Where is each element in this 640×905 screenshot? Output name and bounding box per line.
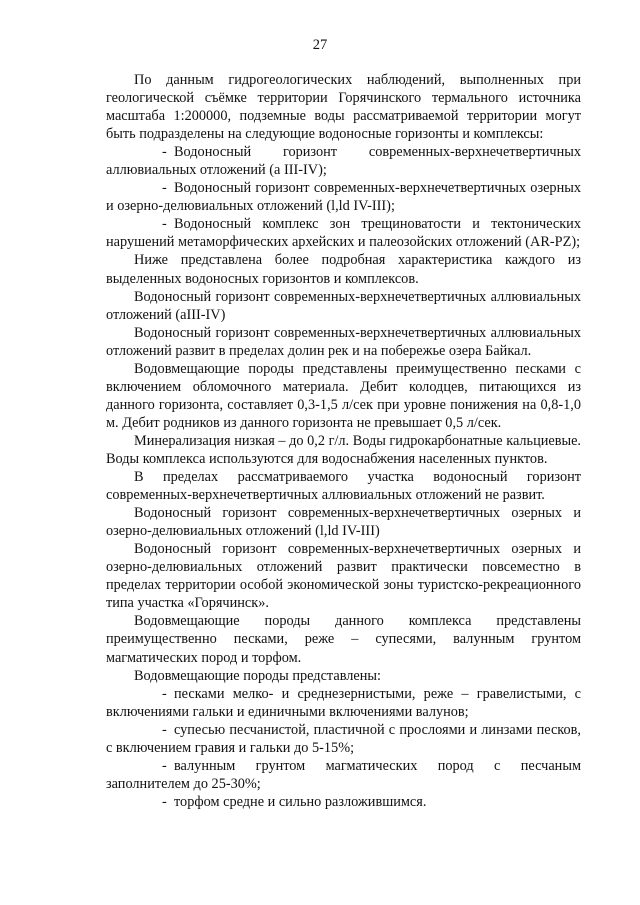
list-item-text: Водоносный горизонт современных-верхнечетвертичных озерных и озерно-делювиальных отложений (l,ld IV-III); [106, 180, 581, 215]
list-item [106, 721, 581, 757]
list-item-text: Водоносный горизонт современных-верхнечетвертичных аллювиальных отложений (a III-IV); [106, 144, 581, 179]
list-marker: - [162, 180, 167, 197]
page-number: 27 [312, 37, 328, 53]
paragraph: Минерализация низкая – до 0,2 г/л. Воды гидрокарбонатные кальциевые. Воды комплекса используются для водоснабжения населенных пунктов. [106, 432, 581, 467]
list-item [106, 179, 581, 215]
list-item [106, 215, 581, 251]
list-marker: - [162, 793, 167, 810]
list-item [106, 757, 581, 793]
list-item-text: песками мелко- и среднезернистыми, реже – гравелистыми, с включениями гальки и единичными включениями валунов; [106, 685, 581, 720]
list-marker: - [162, 757, 167, 774]
section-heading: Водоносный горизонт современных-верхнечетвертичных озерных и озерно-делювиальных отложений (l,ld IV-III) [106, 505, 581, 540]
list-item-text: торфом средне и сильно разложившимся. [174, 793, 427, 810]
list-marker: - [162, 216, 167, 233]
paragraph: Водовмещающие породы данного комплекса представлены преимущественно песками, реже – супесями, валунным грунтом магматических пород и торфом. [106, 613, 581, 666]
list-marker: - [162, 144, 167, 161]
section-heading: Водоносный горизонт современных-верхнечетвертичных аллювиальных отложений (aIII-IV) [106, 288, 581, 323]
paragraph: Водоносный горизонт современных-верхнечетвертичных озерных и озерно-делювиальных отложений развит практически повсеместно в пределах территории особой экономической зоны туристско-рекреационного типа участка «Горячинск». [106, 541, 581, 612]
document-body [106, 71, 581, 811]
list-item-text: Водоносный комплекс зон трещиноватости и тектонических нарушений метаморфических архейских и палеозойских отложений (AR-PZ); [106, 216, 581, 251]
paragraph: Водоносный горизонт современных-верхнечетвертичных аллювиальных отложений развит в пределах долин рек и на побережье озера Байкал. [106, 324, 581, 359]
paragraph: По данным гидрогеологических наблюдений, выполненных при геологической съёмке территории Горячинского термального источника масштаба 1:200000, подземные воды рассматриваемой территории могут быть подразделены на следующие водоносные горизонты и комплексы: [106, 72, 581, 143]
list-item [106, 793, 581, 811]
list-item [106, 685, 581, 721]
list-item-text: супесью песчанистой, пластичной с прослоями и линзами песков, с включением гравия и гальки до 5-15%; [106, 721, 581, 756]
paragraph: Водовмещающие породы представлены преимущественно песками с включением обломочного материала. Дебит колодцев, питающихся из данного горизонта, составляет 0,3-1,5 л/сек при уровне понижения на 0,8-1,0 м. Дебит родников из данного горизонта не превышает 0,5 л/сек. [106, 360, 581, 431]
list-marker: - [162, 721, 167, 738]
paragraph: В пределах рассматриваемого участка водоносный горизонт современных-верхнечетвертичных аллювиальных отложений не развит. [106, 469, 581, 504]
paragraph: Водовмещающие породы представлены: [134, 667, 381, 684]
list-item-text: валунным грунтом магматических пород с песчаным заполнителем до 25-30%; [106, 757, 581, 792]
paragraph: Ниже представлена более подробная характеристика каждого из выделенных водоносных горизонтов и комплексов. [106, 252, 581, 287]
list-marker: - [162, 685, 167, 702]
list-item [106, 143, 581, 179]
